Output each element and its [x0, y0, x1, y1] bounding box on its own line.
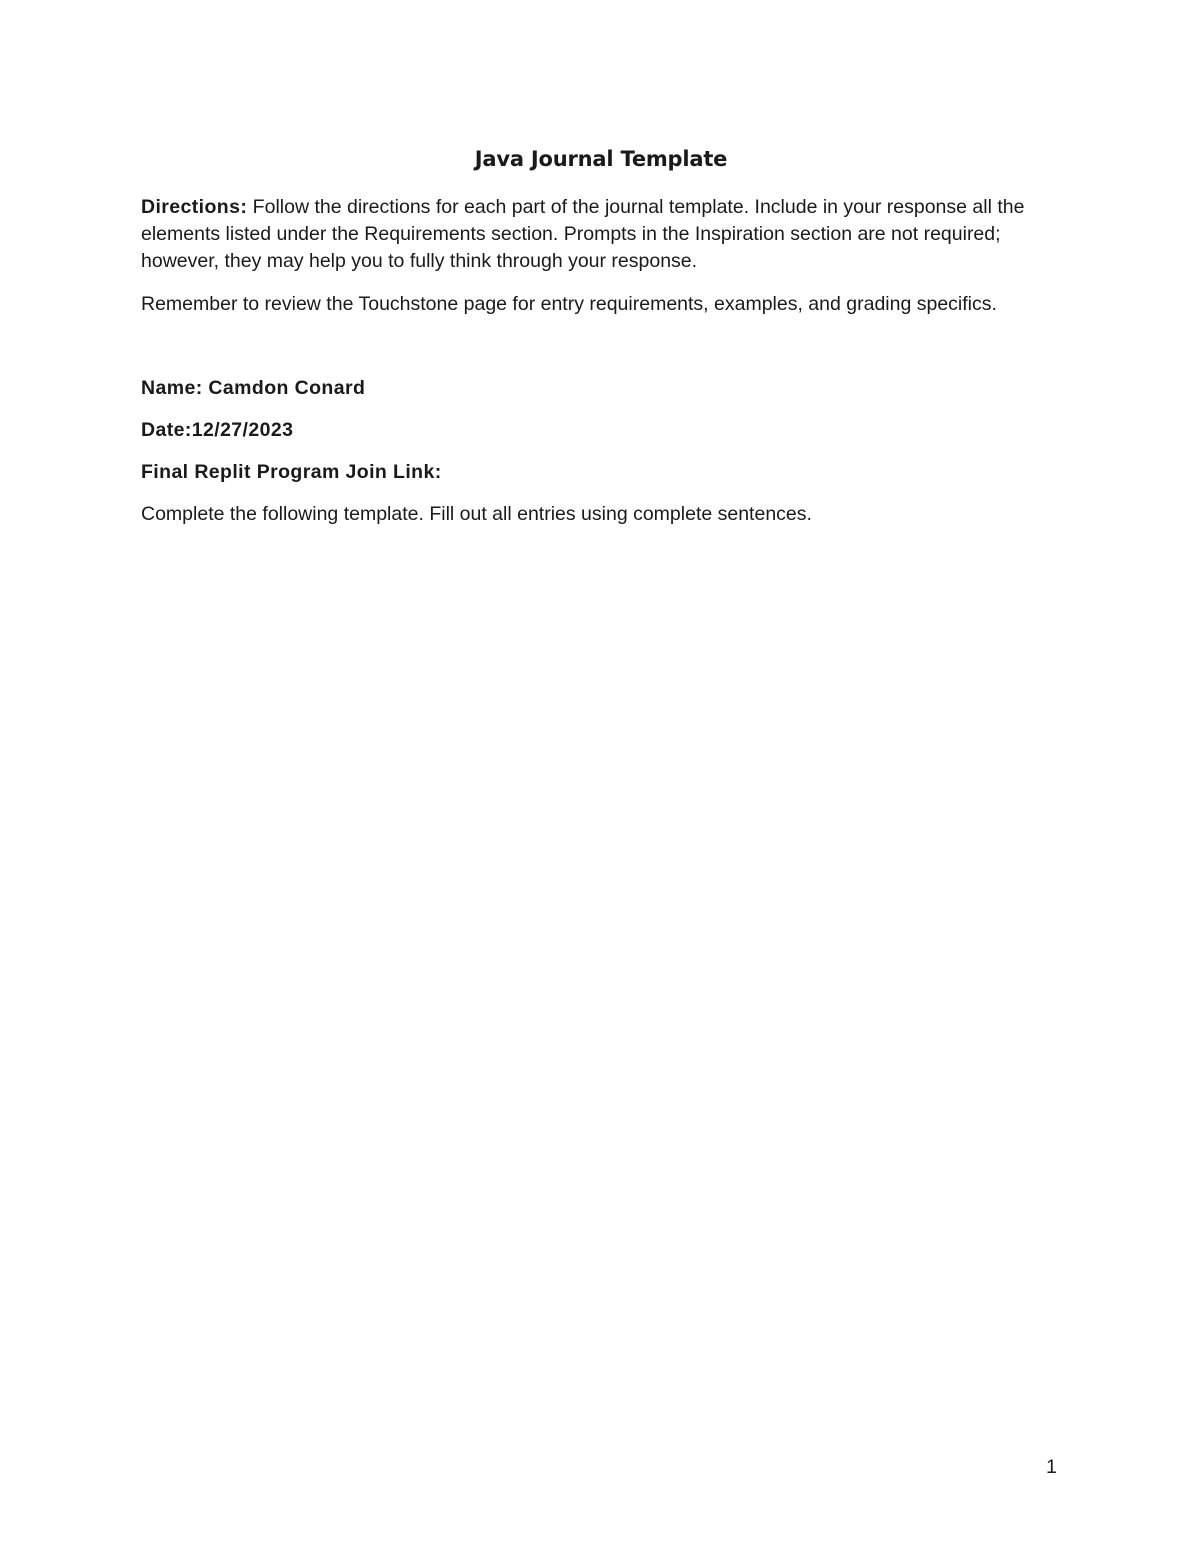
name-field: Name: Camdon Conard [141, 377, 366, 399]
directions-text: Follow the directions for each part of the journal template. Include in your response all the elements listed under the Requirements section. Prompts in the Inspiration section are not required; however, they may help you to fully think through your response. [141, 196, 1025, 272]
remember-paragraph: Remember to review the Touchstone page for entry requirements, examples, and grading specifics. [141, 293, 997, 315]
page-number: 1 [1046, 1456, 1057, 1478]
directions-paragraph [141, 194, 1061, 275]
directions-label: Directions: [141, 196, 248, 218]
document-title: Java Journal Template [474, 147, 728, 171]
instruction-paragraph: Complete the following template. Fill out all entries using complete sentences. [141, 503, 812, 525]
replit-link-field: Final Replit Program Join Link: [141, 461, 442, 483]
page-content [141, 143, 1061, 528]
date-field: Date:12/27/2023 [141, 419, 294, 441]
